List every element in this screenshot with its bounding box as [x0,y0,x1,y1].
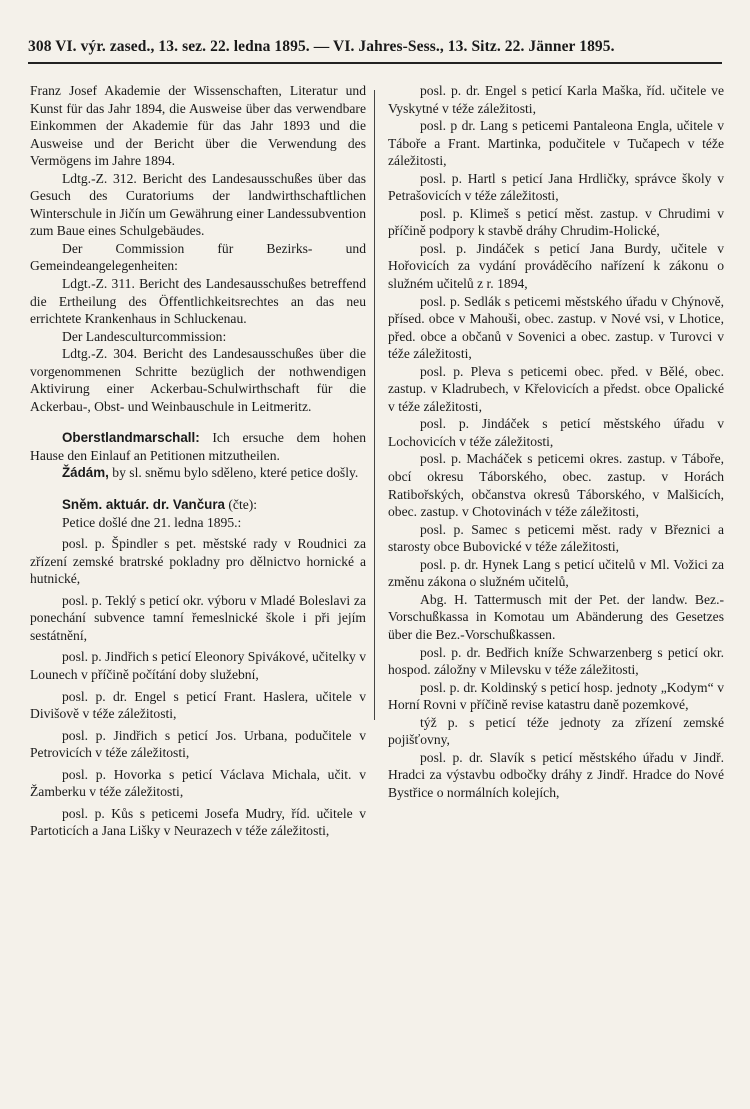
paragraph: Abg. H. Tattermusch mit der Pet. der landw. Bez.-Vorschußkassa in Komotau um Abänderung des Gesetzes über die Bez.-Vorschußkassen. [388,591,724,642]
page-header: 308 VI. výr. zased., 13. sez. 22. ledna 1895. — VI. Jahres-Sess., 13. Sitz. 22. Jänner 1895. [28,38,615,55]
paragraph: týž p. s peticí téže jednoty za zřízení zemské pojišťovny, [388,714,724,748]
paragraph: posl. p. Samec s peticemi měst. rady v Březnici a starosty obce Bubovické v téže záležitosti, [388,521,724,555]
right-column [388,82,724,801]
paragraph: posl. p dr. Lang s peticemi Pantaleona Engla, učitele v Táboře a Frant. Martinka, podučitele v Tučapech v téže záležitosti, [388,118,724,169]
speaker-name: Sněm. aktuár. dr. Vančura [62,497,225,513]
paragraph: Ldtg.-Z. 304. Bericht des Landesausschußes über die vorgenommenen Schritte bezüglich der nothwendigen Aktivirung einer Ackerbau-Schulwirthschaft für die Ackerbau-, Obst- und Weinbauschule in Leitmeritz. [30,346,366,414]
paragraph: posl. p. Hovorka s peticí Václava Michala, učit. v Žamberku v téže záležitosti, [30,766,366,800]
paragraph: Petice došlé dne 21. ledna 1895.: [62,514,242,530]
paragraph: posl. p. dr. Hynek Lang s peticí učitelů v Ml. Vožici za změnu zákona o služném učitelů, [388,556,724,590]
paragraph [30,496,366,514]
column-divider [374,90,375,720]
paragraph-text: by sl. sněmu bylo sděleno, které petice došly. [108,465,359,481]
paragraph: posl. p. dr. Bedřich kníže Schwarzenberg s peticí okr. hospod. záložny v Milevsku v téže záležitosti, [388,644,724,678]
paragraph: posl. p. dr. Slavík s peticí městského úřadu v Jindř. Hradci za výstavbu odbočky dráhy z Jindř. Hradce do Nové Bystřice o normálních kolejích, [388,749,724,800]
paragraph: posl. p. dr. Engel s peticí Frant. Haslera, učitele v Divišově v téže záležitosti, [30,688,366,722]
paragraph: posl. p. Kůs s peticemi Josefa Mudry, říd. učitele v Partoticích a Jana Lišky v Neurazech v téže záležitosti, [30,805,366,839]
paragraph: posl. p. Jindřich s peticí Jos. Urbana, podučitele v Petrovicích v téže záležitosti, [30,727,366,761]
paragraph: posl. p. Macháček s peticemi okres. zastup. v Táboře, obcí okresu Táborského, obec. zastup. v Horách Ratibořských, občanstva okresů Táborského, v Malšicích, obec. zastup. v Chotovinách v téže záležitosti, [388,451,724,520]
paragraph-text: (čte): [225,497,258,513]
paragraph [30,464,366,482]
paragraph: posl. p. dr. Koldinský s peticí hosp. jednoty „Kodym“ v Horní Rovni v příčině revise katastru daně pozemkové, [388,679,724,713]
paragraph: posl. p. Jindáček s peticí Jana Burdy, učitele v Hořovicích za vydání prováděcího nařízení k zákonu o služném učitelů z r. 1894, [388,240,724,292]
left-column [30,82,366,840]
paragraph: Der Commission für Bezirks- und Gemeindeangelegenheiten: [30,240,366,274]
paragraph: Ldgt.-Z. 311. Bericht des Landesausschußes betreffend die Ertheilung des Öffentlichkeitsrechtes an das neu errichtete Krankenhaus in Schluckenau. [30,276,366,327]
paragraph: posl. p. Jindřich s peticí Eleonory Spivákové, učitelky v Lounech v příčině počítání doby služební, [30,649,366,682]
paragraph: posl. p. Sedlák s peticemi městského úřadu v Chýnově, přísed. obce v Mahouši, obec. zastup. v Nové vsi, v Lhotice, před. obce a občanů v Sovenici a obec. zastup. v Turovci v téže záležitosti, [388,293,724,362]
speaker-name: Žádám, [62,465,109,481]
paragraph: Franz Josef Akademie der Wissenschaften, Literatur und Kunst für das Jahr 1894, die Ausweise über das verwendbare Einkommen der Akademie für das Jahr 1893 und die Ausweise und der Bericht über die Verwendung des Vermögens im Jahre 1894. [30,83,366,169]
paragraph: Ldtg.-Z. 312. Bericht des Landesausschußes über das Gesuch des Curatoriums der landwirthschaftlichen Winterschule in Jičín um Gewährung einer Landessubvention zum Baue eines Schulgebäudes. [30,170,366,239]
speaker-name: Oberstlandmarschall: [62,430,200,446]
paragraph: posl. p. Hartl s peticí Jana Hrdličky, správce školy v Petrašovicích v téže záležitosti, [388,170,724,204]
paragraph: posl. p. Jindáček s peticí městského úřadu v Lochovicích v téže záležitosti, [388,416,724,449]
paragraph: posl. p. Klimeš s peticí měst. zastup. v Chrudimi v příčině podpory k stavbě dráhy Chrudim-Holické, [388,205,724,239]
paragraph: posl. p. Teklý s peticí okr. výboru v Mladé Boleslavi za ponechání subvence tamní řemeslnické škole i při jejím sestátnění, [30,592,366,643]
paragraph-text: Ich ersuche dem hohen Hause den Einlauf an Petitionen mitzutheilen. [30,430,366,463]
paragraph: posl. p. Pleva s peticemi obec. před. v Bělé, obec. zastup. v Kladrubech, v Křelovicích a předst. obce Opalické v téže záležitosti, [388,363,724,414]
paragraph: Der Landesculturcommission: [62,328,227,344]
header-rule [28,62,722,64]
paragraph [30,429,366,464]
paragraph: posl. p. Špindler s pet. městské rady v Roudnici za zřízení zemské bratrské pokladny pro dělnictvo hornické a hutnické, [30,536,366,587]
paragraph: posl. p. dr. Engel s peticí Karla Maška, říd. učitele ve Vyskytné v téže záležitosti, [388,83,724,116]
